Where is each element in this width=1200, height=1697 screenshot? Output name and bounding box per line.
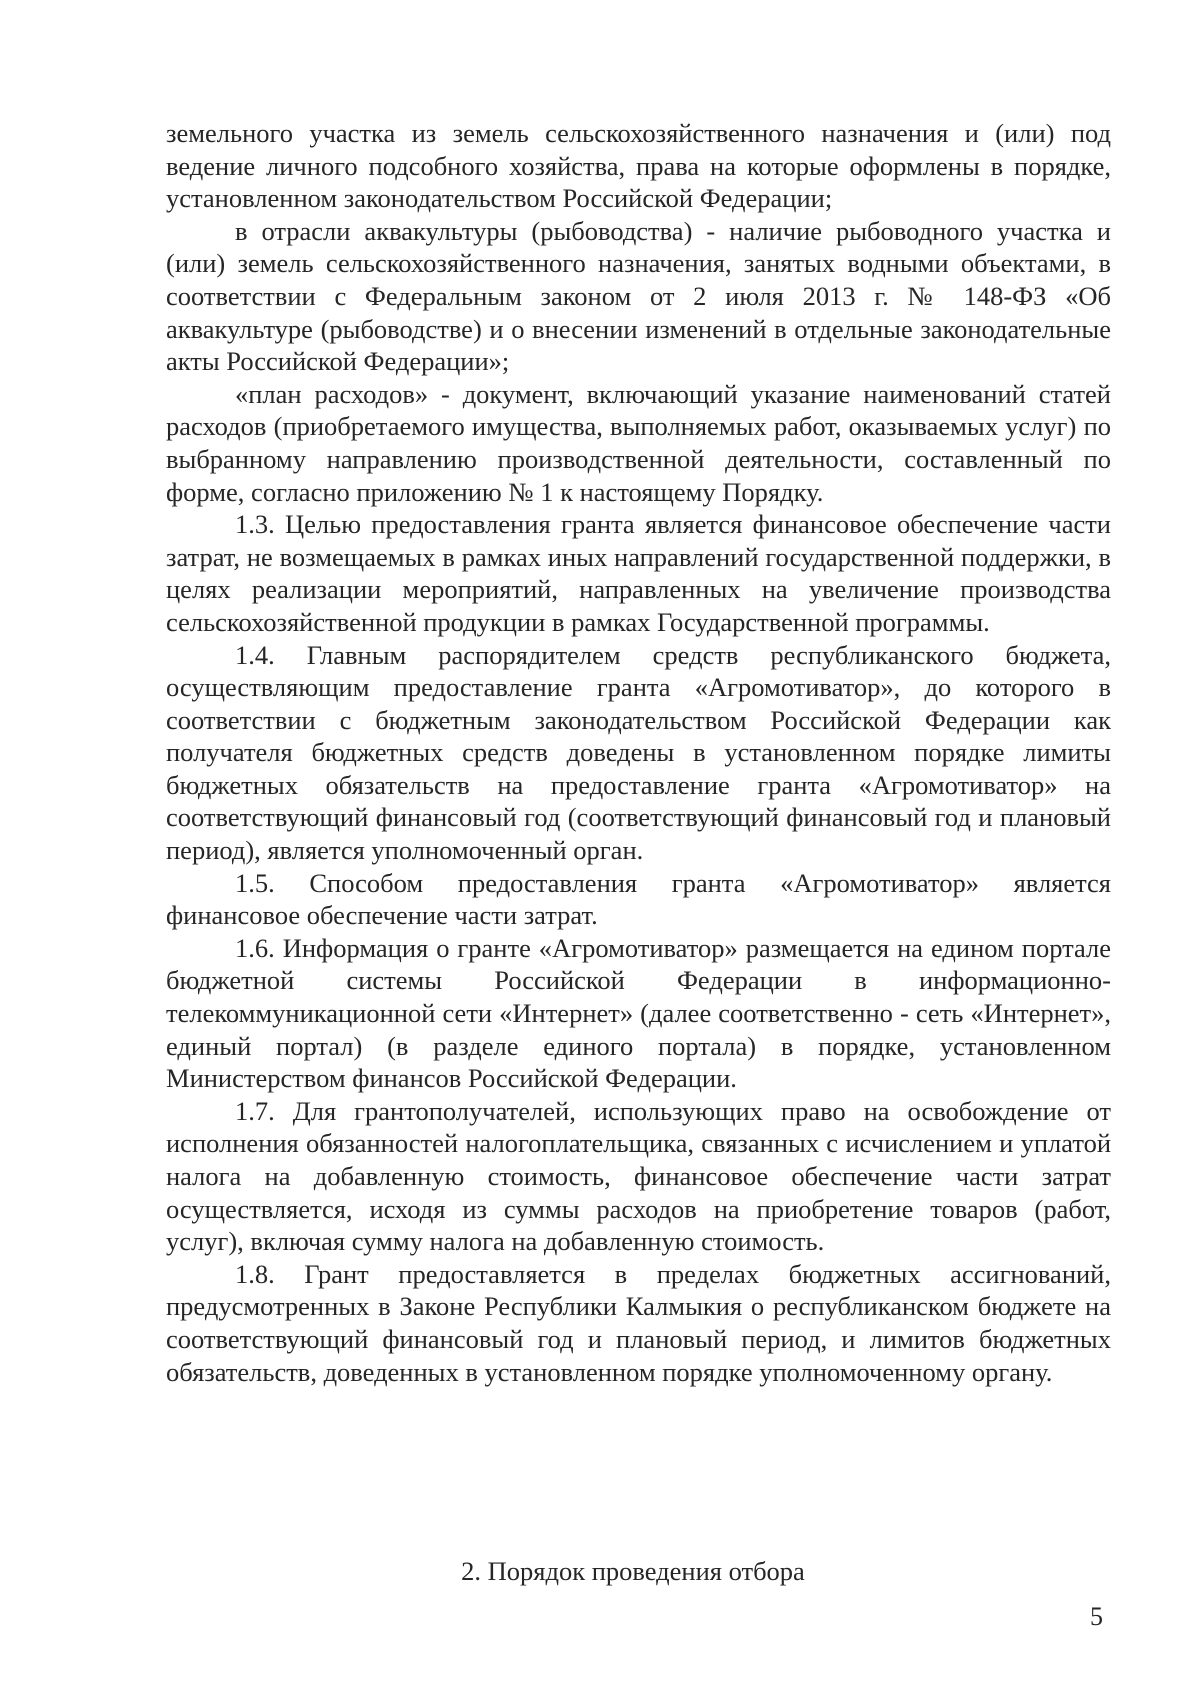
paragraph: земельного участка из земель сельскохозяйственного назначения и (или) под ведение личного подсобного хозяйства, права на которые оформлены в порядке, установленном законодательством Российской Федерации; [166, 118, 1111, 214]
paragraph: 1.7. Для грантополучателей, использующих право на освобождение от исполнения обязанностей налогоплательщика, связанных с исчислением и уплатой налога на добавленную стоимость, финансовое обеспечение части затрат осуществляется, исходя из суммы расходов на приобретение товаров (работ, услуг), включая сумму налога на добавленную стоимость. [166, 1095, 1111, 1257]
paragraph: 1.8. Грант предоставляется в пределах бюджетных ассигнований, предусмотренных в Законе Республики Калмыкия о республиканском бюджете на соответствующий финансовый год и плановый период, и лимитов бюджетных обязательств, доведенных в установленном порядке уполномоченному органу. [166, 1258, 1111, 1387]
page-number: 5 [1090, 1602, 1103, 1631]
paragraph: 1.3. Целью предоставления гранта является финансовое обеспечение части затрат, не возмещаемых в рамках иных направлений государственной поддержки, в целях реализации мероприятий, направленных на увеличение производства сельскохозяйственной продукции в рамках Государственной программы. [166, 509, 1111, 637]
section-heading: 2. Порядок проведения отбора [461, 1556, 805, 1586]
paragraph: 1.6. Информация о гранте «Агромотиватор» размещается на едином портале бюджетной системы Российской Федерации в информационно-телекоммуникационной сети «Интернет» (далее соответственно - сеть «Интернет», единый портал) (в разделе единого портала) в порядке, установленном Министерством финансов Российской Федерации. [166, 932, 1111, 1094]
paragraph: 1.4. Главным распорядителем средств республиканского бюджета, осуществляющим предоставление гранта «Агромотиватор», до которого в соответствии с бюджетным законодательством Российской Федерации как получателя бюджетных средств доведены в установленном порядке лимиты бюджетных обязательств на предоставление гранта «Агромотиватор» на соответствующий финансовый год (соответствующий финансовый год и плановый период), является уполномоченный орган. [166, 639, 1111, 866]
paragraph: в отрасли аквакультуры (рыбоводства) - наличие рыбоводного участка и (или) земель сельскохозяйственного назначения, занятых водными объектами, в соответствии с Федеральным законом от 2 июля 2013 г. № 148-ФЗ «Об аквакультуре (рыбоводстве) и о внесении изменений в отдельные законодательные акты Российской Федерации»; [166, 215, 1111, 377]
document-body [166, 117, 1111, 1388]
paragraph: «план расходов» - документ, включающий указание наименований статей расходов (приобретаемого имущества, выполняемых работ, оказываемых услуг) по выбранному направлению производственной деятельности, составленный по форме, согласно приложению № 1 к настоящему Порядку. [166, 378, 1111, 507]
paragraph: 1.5. Способом предоставления гранта «Агромотиватор» является финансовое обеспечение части затрат. [166, 867, 1111, 931]
